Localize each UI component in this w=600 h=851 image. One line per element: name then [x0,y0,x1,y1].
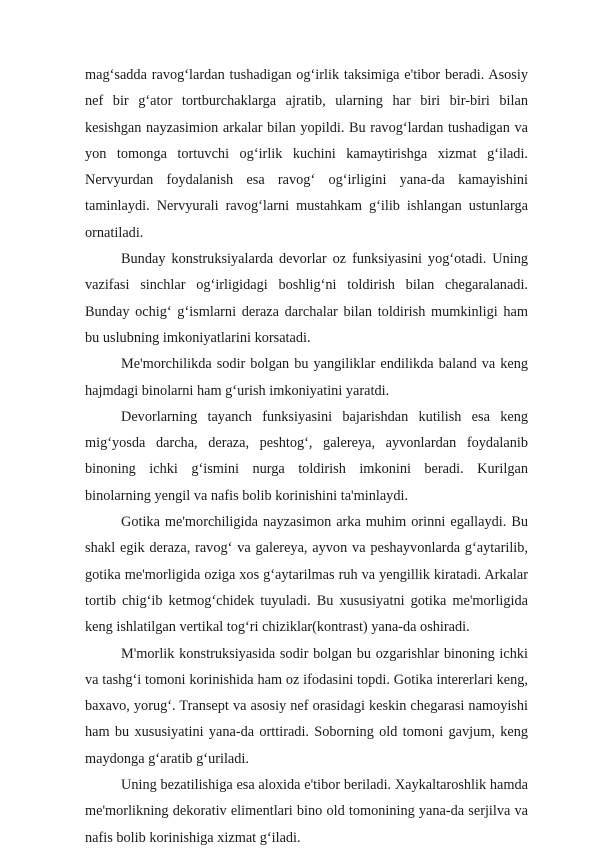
body-text [85,62,528,851]
paragraph-4: Devorlarning tayanch funksiyasini bajarishdan kutilish esa keng mig‘yosda darcha, deraza, peshtog‘, galereya, ayvonlardan foydalanib binoning ichki g‘ismini nurga toldirish imkonini beradi. Kurilgan binolarning yengil va nafis bolib korinishini ta'minlaydi. [85,408,528,504]
paragraph-6: M'morlik konstruksiyasida sodir bolgan bu ozgarishlar binoning ichki va tashg‘i tomoni korinishida ham oz ifodasini topdi. Gotika intererlari keng, baxavo, yorug‘. Transept va asosiy nef orasidagi keskin chegarasi namoyishi ham bu xususiyatini yana-da orttiradi. Soborning old tomoni gavjum, keng maydonga g‘aratib g‘uriladi. [85,645,528,767]
paragraph-5: Gotika me'morchiligida nayzasimon arka muhim orinni egallaydi. Bu shakl egik deraza, ravog‘ va galereya, ayvon va peshayvonlarda g‘aytarilib, gotika me'morligida oziga xos g‘aytarilmas ruh va yengillik kiratadi. Arkalar tortib chig‘ib ketmog‘chidek tuyuladi. Bu xususiyatni gotika me'morligida keng ishlatilgan vertikal tog‘ri chiziklar(kontrast) yana-da oshiradi. [85,514,528,636]
paragraph-3: Me'morchilikda sodir bolgan bu yangiliklar endilikda baland va keng hajmdagi binolarni ham g‘urish imkoniyatini yaratdi. [85,356,528,399]
paragraph-1: mag‘sadda ravog‘lardan tushadigan og‘irlik taksimiga e'tibor beradi. Asosiy nef bir g‘ator tortburchaklarga ajratib, ularning har biri bir-biri bilan kesishgan nayzasimion arkalar bilan yopildi. Bu ravog‘lardan tushadigan va yon tomonga tortuvchi og‘irlik kuchini kamaytirishga xizmat g‘iladi. Nervyurdan foydalanish esa ravog‘ og‘irligini yana-da kamayishini taminlaydi. Nervyurali ravog‘larni mustahkam g‘ilib ishlangan ustunlarga ornatiladi. [85,67,528,241]
paragraph-2: Bunday konstruksiyalarda devorlar oz funksiyasini yog‘otadi. Uning vazifasi sinchlar og‘irligidagi boshlig‘ni toldirish bilan chegaralanadi. Bunday ochig‘ g‘ismlarni deraza darchalar bilan toldirish mumkinligi ham bu uslubning imkoniyatlarini korsatadi. [85,251,528,346]
paragraph-7: Uning bezatilishiga esa aloxida e'tibor beriladi. Xaykaltaroshlik hamda me'morlikning dekorativ elimentlari bino old tomonining yana-da serjilva va nafis bolib korinishiga xizmat g‘iladi. [85,777,528,846]
